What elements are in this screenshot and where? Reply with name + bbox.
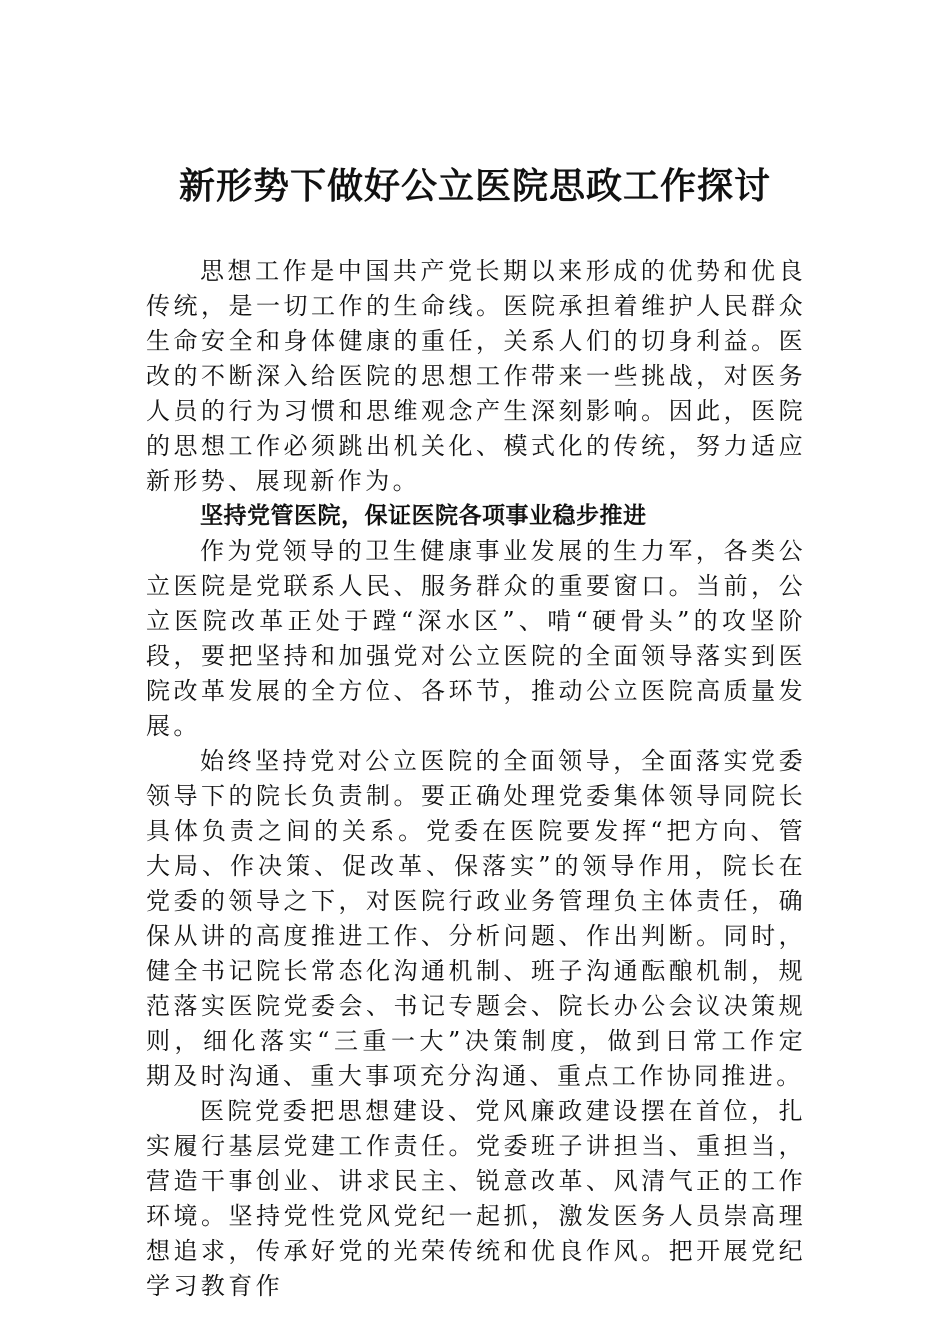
body-paragraph: 作为党领导的卫生健康事业发展的生力军，各类公立医院是党联系人民、服务群众的重要窗口。当前，公立医院改革正处于蹚“深水区”、啃“硬骨头”的攻坚阶段，要把坚持和加强党对公立医院的全面领导落实到医院改革发展的全方位、各环节，推动公立医院高质量发展。: [146, 537, 806, 740]
body-paragraph: 医院党委把思想建设、党风廉政建设摆在首位，扎实履行基层党建工作责任。党委班子讲担当、重担当，营造干事创业、讲求民主、锐意改革、风清气正的工作环境。坚持党性党风党纪一起抓，激发医务人员崇高理想追求，传承好党的光荣传统和优良作风。把开展党纪学习教育作: [146, 1097, 806, 1300]
section-heading: 坚持党管医院，保证医院各项事业稳步推进: [200, 503, 647, 529]
document-body: [146, 254, 806, 1304]
intro-paragraph: 思想工作是中国共产党长期以来形成的优势和优良传统，是一切工作的生命线。医院承担着维护人民群众生命安全和身体健康的重任，关系人们的切身利益。医改的不断深入给医院的思想工作带来一些挑战，对医务人员的行为习惯和思维观念产生深刻影响。因此，医院的思想工作必须跳出机关化、模式化的传统，努力适应新形势、展现新作为。: [146, 257, 806, 495]
body-paragraph: 始终坚持党对公立医院的全面领导，全面落实党委领导下的院长负责制。要正确处理党委集体领导同院长具体负责之间的关系。党委在医院要发挥“把方向、管大局、作决策、促改革、保落实”的领导作用，院长在党委的领导之下，对医院行政业务管理负主体责任，确保从讲的高度推进工作、分析问题、作出判断。同时，健全书记院长常态化沟通机制、班子沟通酝酿机制，规范落实医院党委会、书记专题会、院长办公会议决策规则，细化落实“三重一大”决策制度，做到日常工作定期及时沟通、重大事项充分沟通、重点工作协同推进。: [146, 747, 806, 1090]
document-title: 新形势下做好公立医院思政工作探讨: [178, 165, 771, 207]
